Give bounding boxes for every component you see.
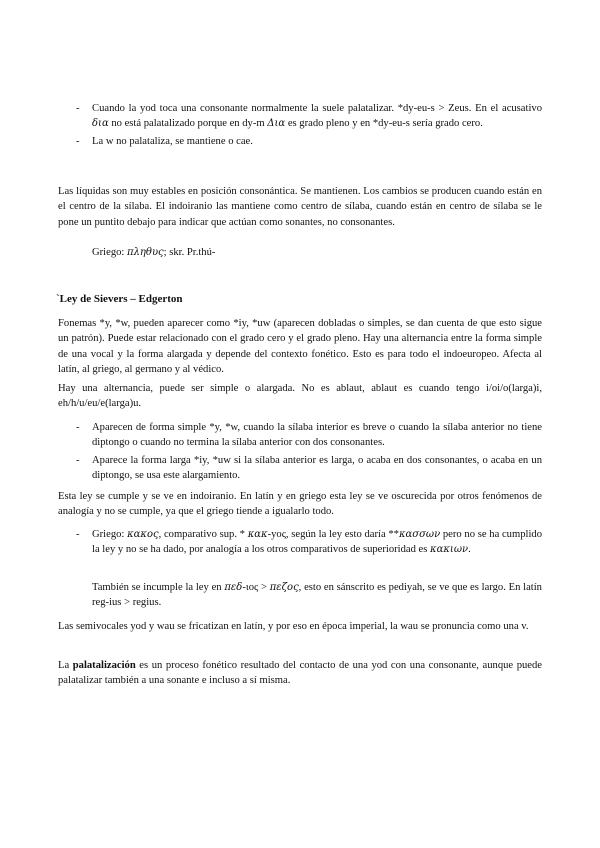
palatalization-paragraph: La palatalización es un proceso fonético resultado del contacto de una yod con una consonante, aunque puede palatalizar también a una sonante e incluso a sí misma. (58, 660, 542, 687)
section-heading: `Ley de Sievers – Edgerton (56, 293, 183, 305)
sievers-paragraph: Fonemas *y, *w, pueden aparecer como *iy, *uw (aparecen dobladas o simples, se dan cuenta de que esto sigue un patrón). Puede estar relacionado con el grado cero y el grado pleno. Hay una alternancia entre la forma simple de una vocal y la forma alargada y depende del contexto fonético. Esto es para todo el indoeuropeo. Afecta al latín, al griego, al germano y al védico. (58, 318, 542, 376)
greek-example-line: Griego: πληθυς; skr. Pr.thú- (92, 247, 216, 258)
bullet-marker: - (76, 454, 80, 466)
list-item: - La w no palataliza, se mantiene o cae. (76, 134, 542, 149)
law-paragraph: Esta ley se cumple y se ve en indoiranio. En latín y en griego esta ley se ve oscurecida por otros fenómenos de analogía y no se cumple, ya que el griego tiende a igualarlo todo. (58, 491, 542, 518)
bullet-marker: - (76, 529, 80, 540)
incumple-paragraph: También se incumple la ley en πεδ-ιος > πεζος, esto en sánscrito es pediyah, se ve que es largo. En latín reg-ius > regius. (92, 582, 542, 609)
list-item: - Aparece la forma larga *iy, *uw si la sílaba anterior es larga, o acaba en dos consonantes, o acaba en un diptongo, se usa este alargamiento. (76, 454, 542, 482)
list-item: - Cuando la yod toca una consonante normalmente la suele palatalizar. *dy-eu-s > Zeus. En el acusativo δια no está palatalizado porque en dy-m Δια es grado pleno y en *dy-eu-s sería grado cero. (76, 103, 542, 130)
semivowels-paragraph: Las semivocales yod y wau se fricatizan en latín, y por eso en época imperial, la wau se pronuncia como una v. (58, 621, 529, 632)
alternation-paragraph: Hay una alternancia, puede ser simple o alargada. No es ablaut, ablaut es cuando tengo i/oi/o(larga)i, eh/h/u/eu/e(larga)u. (58, 383, 542, 410)
greek-bullet-list (76, 527, 542, 560)
bullet-marker: - (76, 422, 80, 433)
bullet-marker: - (76, 103, 80, 114)
bullet-marker: - (76, 135, 80, 147)
list-item: - Aparecen de forma simple *y, *w, cuando la sílaba interior es breve o cuando la sílaba anterior no tiene diptongo o cuando no termina la sílaba anterior con dos consonantes. (76, 422, 542, 449)
form-bullet-list (76, 420, 542, 486)
list-item: - Griego: κακος, comparativo sup. * κακ-yος, según la ley esto daría **κασσων pero no se ha cumplido la ley y no se ha dado, por analogía a los otros comparativos de superioridad es κακιων. (76, 529, 542, 556)
top-bullet-list (76, 101, 542, 151)
liquids-paragraph: Las líquidas son muy estables en posición consonántica. Se mantienen. Los cambios se producen cuando están en el centro de la sílaba. El indoiranio las mantiene como centro de sílaba, cuando están en centro de sílaba se le pone un puntito debajo para indicar que actúan como sonantes, no consonantes. (58, 186, 542, 228)
